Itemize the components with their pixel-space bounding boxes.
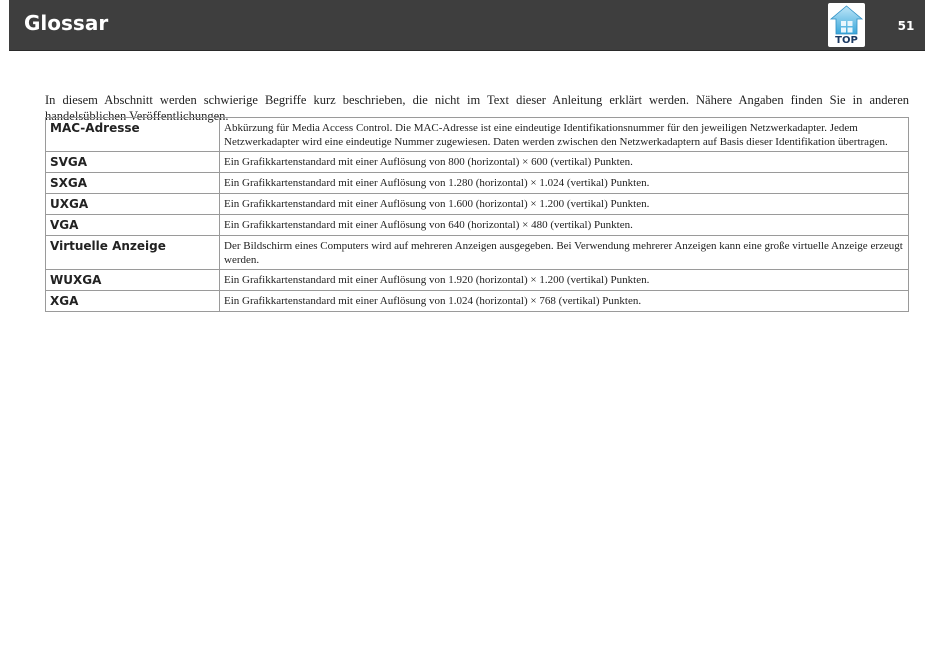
glossary-term: XGA [46, 291, 220, 312]
glossary-definition: Ein Grafikkartenstandard mit einer Auflösung von 1.024 (horizontal) × 768 (vertikal) Punkten. [220, 291, 909, 312]
intro-paragraph: In diesem Abschnitt werden schwierige Begriffe kurz beschrieben, die nicht im Text dieser Anleitung erklärt werden. Nähere Angaben finden Sie in anderen handelsüblichen Veröffentlichungen. [45, 92, 909, 123]
top-button[interactable] [828, 3, 865, 47]
table-row [46, 291, 909, 312]
glossary-definition: Ein Grafikkartenstandard mit einer Auflösung von 1.920 (horizontal) × 1.200 (vertikal) Punkten. [220, 270, 909, 291]
glossary-term: Virtuelle Anzeige [46, 236, 220, 270]
glossary-term: MAC-Adresse [46, 118, 220, 152]
glossary-definition: Ein Grafikkartenstandard mit einer Auflösung von 1.600 (horizontal) × 1.200 (vertikal) Punkten. [220, 194, 909, 215]
glossary-definition: Abkürzung für Media Access Control. Die MAC-Adresse ist eine eindeutige Identifikationsnummer für den jeweiligen Netzwerkadapter. Jedem Netzwerkadapter wird eine eindeutige Nummer zugewiesen. Daten werden zwischen den Netzwerkadaptern auf Basis dieser Identifikation übertragen. [220, 118, 909, 152]
glossary-term: WUXGA [46, 270, 220, 291]
top-button-label: TOP [835, 35, 858, 46]
glossary-term: SXGA [46, 173, 220, 194]
page-header [9, 0, 925, 51]
glossary-definition: Ein Grafikkartenstandard mit einer Auflösung von 640 (horizontal) × 480 (vertikal) Punkten. [220, 215, 909, 236]
table-row [46, 270, 909, 291]
glossary-definition: Ein Grafikkartenstandard mit einer Auflösung von 1.280 (horizontal) × 1.024 (vertikal) Punkten. [220, 173, 909, 194]
table-row [46, 173, 909, 194]
glossary-definition: Der Bildschirm eines Computers wird auf mehreren Anzeigen ausgegeben. Bei Verwendung mehrerer Anzeigen kann eine große virtuelle Anzeige erzeugt werden. [220, 236, 909, 270]
page-title: Glossar [24, 11, 109, 35]
glossary-table [45, 117, 909, 312]
table-row [46, 118, 909, 152]
glossary-term: UXGA [46, 194, 220, 215]
table-row [46, 215, 909, 236]
table-row [46, 236, 909, 270]
table-row [46, 194, 909, 215]
glossary-definition: Ein Grafikkartenstandard mit einer Auflösung von 800 (horizontal) × 600 (vertikal) Punkten. [220, 152, 909, 173]
page-number: 51 [897, 19, 915, 33]
table-row [46, 152, 909, 173]
house-icon [828, 3, 865, 37]
glossary-term: VGA [46, 215, 220, 236]
glossary-term: SVGA [46, 152, 220, 173]
